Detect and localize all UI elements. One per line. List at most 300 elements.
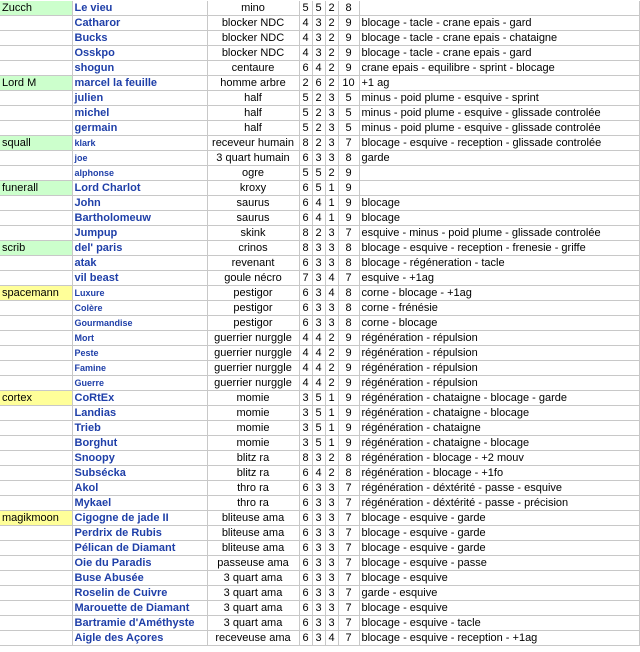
stat-st-cell[interactable]: 3 bbox=[312, 316, 325, 331]
stat-st-cell[interactable]: 3 bbox=[312, 16, 325, 31]
coach-cell[interactable]: magikmoon bbox=[0, 511, 72, 526]
coach-cell[interactable]: spacemann bbox=[0, 286, 72, 301]
skills-cell[interactable]: minus - poid plume - esquive - glissade controlée bbox=[359, 121, 639, 136]
stat-ma-cell[interactable]: 6 bbox=[299, 196, 312, 211]
coach-cell[interactable] bbox=[0, 316, 72, 331]
stat-ma-cell[interactable]: 5 bbox=[299, 106, 312, 121]
stat-ma-cell[interactable]: 2 bbox=[299, 76, 312, 91]
stat-ag-cell[interactable]: 3 bbox=[325, 481, 338, 496]
skills-cell[interactable]: +1 ag bbox=[359, 76, 639, 91]
skills-cell[interactable] bbox=[359, 1, 639, 16]
stat-st-cell[interactable]: 4 bbox=[312, 346, 325, 361]
stat-st-cell[interactable]: 5 bbox=[312, 1, 325, 16]
player-type-cell[interactable]: 3 quart ama bbox=[207, 586, 299, 601]
stat-ma-cell[interactable]: 4 bbox=[299, 331, 312, 346]
stat-av-cell[interactable]: 9 bbox=[338, 31, 359, 46]
stat-ag-cell[interactable]: 2 bbox=[325, 361, 338, 376]
stat-ma-cell[interactable]: 6 bbox=[299, 511, 312, 526]
stat-av-cell[interactable]: 8 bbox=[338, 316, 359, 331]
player-name-cell[interactable]: Le vieu bbox=[72, 1, 207, 16]
player-name-cell[interactable]: Perdrix de Rubis bbox=[72, 526, 207, 541]
stat-av-cell[interactable]: 7 bbox=[338, 271, 359, 286]
player-name-cell[interactable]: atak bbox=[72, 256, 207, 271]
stat-ag-cell[interactable]: 1 bbox=[325, 181, 338, 196]
player-type-cell[interactable]: revenant bbox=[207, 256, 299, 271]
stat-ag-cell[interactable]: 3 bbox=[325, 91, 338, 106]
stat-ag-cell[interactable]: 3 bbox=[325, 601, 338, 616]
coach-cell[interactable] bbox=[0, 526, 72, 541]
stat-ma-cell[interactable]: 8 bbox=[299, 451, 312, 466]
player-type-cell[interactable]: momie bbox=[207, 436, 299, 451]
player-name-cell[interactable]: shogun bbox=[72, 61, 207, 76]
skills-cell[interactable] bbox=[359, 166, 639, 181]
player-type-cell[interactable]: saurus bbox=[207, 211, 299, 226]
stat-av-cell[interactable]: 8 bbox=[338, 466, 359, 481]
player-name-cell[interactable]: Famine bbox=[72, 361, 207, 376]
stat-st-cell[interactable]: 3 bbox=[312, 586, 325, 601]
player-type-cell[interactable]: 3 quart humain bbox=[207, 151, 299, 166]
player-type-cell[interactable]: bliteuse ama bbox=[207, 526, 299, 541]
skills-cell[interactable]: blocage - esquive - passe bbox=[359, 556, 639, 571]
stat-st-cell[interactable]: 5 bbox=[312, 166, 325, 181]
stat-st-cell[interactable]: 3 bbox=[312, 301, 325, 316]
stat-av-cell[interactable]: 9 bbox=[338, 166, 359, 181]
stat-ag-cell[interactable]: 2 bbox=[325, 451, 338, 466]
stat-ag-cell[interactable]: 3 bbox=[325, 136, 338, 151]
stat-av-cell[interactable]: 7 bbox=[338, 631, 359, 646]
stat-av-cell[interactable]: 8 bbox=[338, 451, 359, 466]
stat-ma-cell[interactable]: 6 bbox=[299, 571, 312, 586]
player-name-cell[interactable]: Guerre bbox=[72, 376, 207, 391]
stat-ag-cell[interactable]: 2 bbox=[325, 16, 338, 31]
player-name-cell[interactable]: Luxure bbox=[72, 286, 207, 301]
player-name-cell[interactable]: Bartholomeuw bbox=[72, 211, 207, 226]
stat-av-cell[interactable]: 7 bbox=[338, 601, 359, 616]
player-name-cell[interactable]: Peste bbox=[72, 346, 207, 361]
stat-av-cell[interactable]: 7 bbox=[338, 616, 359, 631]
stat-st-cell[interactable]: 2 bbox=[312, 121, 325, 136]
coach-cell[interactable] bbox=[0, 106, 72, 121]
stat-ag-cell[interactable]: 3 bbox=[325, 586, 338, 601]
player-name-cell[interactable]: CoRtEx bbox=[72, 391, 207, 406]
skills-cell[interactable]: blocage - tacle - crane epais - chataigne bbox=[359, 31, 639, 46]
skills-cell[interactable]: minus - poid plume - esquive - sprint bbox=[359, 91, 639, 106]
skills-cell[interactable]: régénération - chataigne - blocage bbox=[359, 436, 639, 451]
stat-ag-cell[interactable]: 3 bbox=[325, 316, 338, 331]
player-type-cell[interactable]: guerrier nurggle bbox=[207, 331, 299, 346]
stat-av-cell[interactable]: 9 bbox=[338, 196, 359, 211]
player-type-cell[interactable]: pestigor bbox=[207, 286, 299, 301]
stat-st-cell[interactable]: 3 bbox=[312, 271, 325, 286]
stat-st-cell[interactable]: 2 bbox=[312, 91, 325, 106]
stat-av-cell[interactable]: 7 bbox=[338, 136, 359, 151]
stat-ma-cell[interactable]: 4 bbox=[299, 361, 312, 376]
stat-ag-cell[interactable]: 2 bbox=[325, 1, 338, 16]
stat-ma-cell[interactable]: 8 bbox=[299, 136, 312, 151]
stat-ag-cell[interactable]: 2 bbox=[325, 61, 338, 76]
player-name-cell[interactable]: del' paris bbox=[72, 241, 207, 256]
stat-ag-cell[interactable]: 1 bbox=[325, 436, 338, 451]
stat-av-cell[interactable]: 10 bbox=[338, 76, 359, 91]
stat-st-cell[interactable]: 4 bbox=[312, 61, 325, 76]
stat-ag-cell[interactable]: 1 bbox=[325, 211, 338, 226]
player-name-cell[interactable]: Landias bbox=[72, 406, 207, 421]
player-name-cell[interactable]: Gourmandise bbox=[72, 316, 207, 331]
coach-cell[interactable] bbox=[0, 46, 72, 61]
coach-cell[interactable]: cortex bbox=[0, 391, 72, 406]
player-type-cell[interactable]: ogre bbox=[207, 166, 299, 181]
stat-ag-cell[interactable]: 3 bbox=[325, 526, 338, 541]
stat-ma-cell[interactable]: 6 bbox=[299, 601, 312, 616]
stat-ag-cell[interactable]: 3 bbox=[325, 241, 338, 256]
stat-ag-cell[interactable]: 3 bbox=[325, 106, 338, 121]
stat-av-cell[interactable]: 5 bbox=[338, 121, 359, 136]
skills-cell[interactable] bbox=[359, 181, 639, 196]
player-name-cell[interactable]: Mykael bbox=[72, 496, 207, 511]
skills-cell[interactable]: corne - frénésie bbox=[359, 301, 639, 316]
stat-st-cell[interactable]: 3 bbox=[312, 481, 325, 496]
skills-cell[interactable]: blocage - esquive - garde bbox=[359, 526, 639, 541]
coach-cell[interactable] bbox=[0, 226, 72, 241]
stat-ag-cell[interactable]: 2 bbox=[325, 466, 338, 481]
stat-st-cell[interactable]: 3 bbox=[312, 241, 325, 256]
stat-ma-cell[interactable]: 5 bbox=[299, 166, 312, 181]
stat-ma-cell[interactable]: 6 bbox=[299, 286, 312, 301]
stat-av-cell[interactable]: 9 bbox=[338, 211, 359, 226]
stat-ma-cell[interactable]: 6 bbox=[299, 616, 312, 631]
stat-av-cell[interactable]: 8 bbox=[338, 301, 359, 316]
stat-av-cell[interactable]: 9 bbox=[338, 331, 359, 346]
stat-ma-cell[interactable]: 6 bbox=[299, 481, 312, 496]
player-name-cell[interactable]: Aigle des Açores bbox=[72, 631, 207, 646]
coach-cell[interactable]: funerall bbox=[0, 181, 72, 196]
stat-ma-cell[interactable]: 4 bbox=[299, 376, 312, 391]
coach-cell[interactable] bbox=[0, 421, 72, 436]
player-type-cell[interactable]: saurus bbox=[207, 196, 299, 211]
stat-ag-cell[interactable]: 4 bbox=[325, 286, 338, 301]
stat-av-cell[interactable]: 8 bbox=[338, 241, 359, 256]
stat-ma-cell[interactable]: 6 bbox=[299, 151, 312, 166]
player-type-cell[interactable]: blocker NDC bbox=[207, 16, 299, 31]
stat-av-cell[interactable]: 7 bbox=[338, 481, 359, 496]
stat-st-cell[interactable]: 3 bbox=[312, 526, 325, 541]
stat-ag-cell[interactable]: 3 bbox=[325, 616, 338, 631]
coach-cell[interactable] bbox=[0, 556, 72, 571]
stat-ma-cell[interactable]: 6 bbox=[299, 211, 312, 226]
stat-ag-cell[interactable]: 4 bbox=[325, 631, 338, 646]
player-name-cell[interactable]: Jumpup bbox=[72, 226, 207, 241]
stat-ma-cell[interactable]: 6 bbox=[299, 496, 312, 511]
stat-ag-cell[interactable]: 3 bbox=[325, 541, 338, 556]
stat-st-cell[interactable]: 5 bbox=[312, 421, 325, 436]
stat-av-cell[interactable]: 8 bbox=[338, 256, 359, 271]
player-name-cell[interactable]: John bbox=[72, 196, 207, 211]
player-type-cell[interactable]: goule nécro bbox=[207, 271, 299, 286]
stat-ag-cell[interactable]: 2 bbox=[325, 31, 338, 46]
coach-cell[interactable] bbox=[0, 361, 72, 376]
player-name-cell[interactable]: Oie du Paradis bbox=[72, 556, 207, 571]
player-type-cell[interactable]: kroxy bbox=[207, 181, 299, 196]
stat-av-cell[interactable]: 8 bbox=[338, 151, 359, 166]
stat-st-cell[interactable]: 3 bbox=[312, 496, 325, 511]
stat-ma-cell[interactable]: 3 bbox=[299, 421, 312, 436]
coach-cell[interactable] bbox=[0, 121, 72, 136]
stat-ag-cell[interactable]: 2 bbox=[325, 46, 338, 61]
stat-ma-cell[interactable]: 6 bbox=[299, 301, 312, 316]
player-type-cell[interactable]: thro ra bbox=[207, 481, 299, 496]
player-name-cell[interactable]: Borghut bbox=[72, 436, 207, 451]
stat-st-cell[interactable]: 6 bbox=[312, 76, 325, 91]
stat-ag-cell[interactable]: 1 bbox=[325, 391, 338, 406]
stat-av-cell[interactable]: 7 bbox=[338, 556, 359, 571]
player-type-cell[interactable]: blitz ra bbox=[207, 451, 299, 466]
stat-ag-cell[interactable]: 3 bbox=[325, 226, 338, 241]
player-type-cell[interactable]: centaure bbox=[207, 61, 299, 76]
stat-ag-cell[interactable]: 3 bbox=[325, 301, 338, 316]
player-type-cell[interactable]: crinos bbox=[207, 241, 299, 256]
stat-ma-cell[interactable]: 6 bbox=[299, 556, 312, 571]
stat-st-cell[interactable]: 3 bbox=[312, 616, 325, 631]
skills-cell[interactable]: blocage - esquive - tacle bbox=[359, 616, 639, 631]
player-name-cell[interactable]: Osskpo bbox=[72, 46, 207, 61]
skills-cell[interactable]: régénération - chataigne bbox=[359, 421, 639, 436]
skills-cell[interactable]: blocage - régéneration - tacle bbox=[359, 256, 639, 271]
player-name-cell[interactable]: Bucks bbox=[72, 31, 207, 46]
stat-ma-cell[interactable]: 6 bbox=[299, 541, 312, 556]
skills-cell[interactable]: régénération - déxtérité - passe - esquive bbox=[359, 481, 639, 496]
coach-cell[interactable] bbox=[0, 496, 72, 511]
player-type-cell[interactable]: pestigor bbox=[207, 301, 299, 316]
skills-cell[interactable]: régénération - répulsion bbox=[359, 346, 639, 361]
stat-st-cell[interactable]: 2 bbox=[312, 136, 325, 151]
player-name-cell[interactable]: marcel la feuille bbox=[72, 76, 207, 91]
stat-ma-cell[interactable]: 6 bbox=[299, 586, 312, 601]
coach-cell[interactable] bbox=[0, 631, 72, 646]
stat-st-cell[interactable]: 3 bbox=[312, 31, 325, 46]
stat-ag-cell[interactable]: 3 bbox=[325, 571, 338, 586]
coach-cell[interactable] bbox=[0, 16, 72, 31]
stat-st-cell[interactable]: 3 bbox=[312, 601, 325, 616]
skills-cell[interactable]: blocage - esquive bbox=[359, 601, 639, 616]
stat-ma-cell[interactable]: 3 bbox=[299, 406, 312, 421]
stat-ma-cell[interactable]: 5 bbox=[299, 91, 312, 106]
skills-cell[interactable]: blocage bbox=[359, 196, 639, 211]
skills-cell[interactable]: esquive - +1ag bbox=[359, 271, 639, 286]
skills-cell[interactable]: blocage - tacle - crane epais - gard bbox=[359, 16, 639, 31]
skills-cell[interactable]: blocage - esquive bbox=[359, 571, 639, 586]
stat-av-cell[interactable]: 7 bbox=[338, 571, 359, 586]
stat-av-cell[interactable]: 8 bbox=[338, 286, 359, 301]
stat-st-cell[interactable]: 5 bbox=[312, 181, 325, 196]
player-type-cell[interactable]: receveuse ama bbox=[207, 631, 299, 646]
coach-cell[interactable] bbox=[0, 271, 72, 286]
skills-cell[interactable]: blocage - esquive - garde bbox=[359, 541, 639, 556]
player-type-cell[interactable]: thro ra bbox=[207, 496, 299, 511]
skills-cell[interactable]: régénération - répulsion bbox=[359, 331, 639, 346]
coach-cell[interactable] bbox=[0, 211, 72, 226]
stat-st-cell[interactable]: 4 bbox=[312, 196, 325, 211]
stat-av-cell[interactable]: 7 bbox=[338, 586, 359, 601]
stat-ma-cell[interactable]: 5 bbox=[299, 1, 312, 16]
player-type-cell[interactable]: bliteuse ama bbox=[207, 511, 299, 526]
stat-st-cell[interactable]: 3 bbox=[312, 556, 325, 571]
coach-cell[interactable] bbox=[0, 256, 72, 271]
stat-ma-cell[interactable]: 3 bbox=[299, 391, 312, 406]
stat-av-cell[interactable]: 8 bbox=[338, 1, 359, 16]
coach-cell[interactable] bbox=[0, 331, 72, 346]
player-name-cell[interactable]: klark bbox=[72, 136, 207, 151]
player-type-cell[interactable]: momie bbox=[207, 421, 299, 436]
player-type-cell[interactable]: half bbox=[207, 91, 299, 106]
coach-cell[interactable] bbox=[0, 436, 72, 451]
player-name-cell[interactable]: Snoopy bbox=[72, 451, 207, 466]
player-type-cell[interactable]: skink bbox=[207, 226, 299, 241]
stat-ma-cell[interactable]: 4 bbox=[299, 346, 312, 361]
player-type-cell[interactable]: half bbox=[207, 121, 299, 136]
stat-av-cell[interactable]: 9 bbox=[338, 346, 359, 361]
player-name-cell[interactable]: Pélican de Diamant bbox=[72, 541, 207, 556]
stat-av-cell[interactable]: 5 bbox=[338, 106, 359, 121]
stat-st-cell[interactable]: 4 bbox=[312, 361, 325, 376]
stat-av-cell[interactable]: 7 bbox=[338, 511, 359, 526]
stat-st-cell[interactable]: 3 bbox=[312, 286, 325, 301]
skills-cell[interactable]: blocage - esquive - reception - frenesie - griffe bbox=[359, 241, 639, 256]
player-name-cell[interactable]: Subsécka bbox=[72, 466, 207, 481]
stat-ag-cell[interactable]: 4 bbox=[325, 271, 338, 286]
stat-ag-cell[interactable]: 3 bbox=[325, 556, 338, 571]
stat-av-cell[interactable]: 9 bbox=[338, 376, 359, 391]
skills-cell[interactable]: régénération - répulsion bbox=[359, 376, 639, 391]
player-name-cell[interactable]: julien bbox=[72, 91, 207, 106]
player-name-cell[interactable]: Mort bbox=[72, 331, 207, 346]
stat-ag-cell[interactable]: 2 bbox=[325, 76, 338, 91]
skills-cell[interactable]: régénération - déxtérité - passe - précision bbox=[359, 496, 639, 511]
player-name-cell[interactable]: Catharor bbox=[72, 16, 207, 31]
stat-st-cell[interactable]: 2 bbox=[312, 106, 325, 121]
stat-ma-cell[interactable]: 6 bbox=[299, 526, 312, 541]
skills-cell[interactable]: régénération - blocage - +1fo bbox=[359, 466, 639, 481]
skills-cell[interactable]: régénération - blocage - +2 mouv bbox=[359, 451, 639, 466]
stat-st-cell[interactable]: 3 bbox=[312, 541, 325, 556]
stat-ag-cell[interactable]: 1 bbox=[325, 196, 338, 211]
player-type-cell[interactable]: guerrier nurggle bbox=[207, 361, 299, 376]
stat-ma-cell[interactable]: 7 bbox=[299, 271, 312, 286]
player-type-cell[interactable]: guerrier nurggle bbox=[207, 346, 299, 361]
coach-cell[interactable] bbox=[0, 376, 72, 391]
coach-cell[interactable] bbox=[0, 61, 72, 76]
stat-ma-cell[interactable]: 6 bbox=[299, 256, 312, 271]
stat-av-cell[interactable]: 9 bbox=[338, 436, 359, 451]
stat-av-cell[interactable]: 9 bbox=[338, 361, 359, 376]
coach-cell[interactable]: Lord M bbox=[0, 76, 72, 91]
stat-st-cell[interactable]: 3 bbox=[312, 46, 325, 61]
player-type-cell[interactable]: momie bbox=[207, 391, 299, 406]
stat-ag-cell[interactable]: 3 bbox=[325, 151, 338, 166]
stat-av-cell[interactable]: 9 bbox=[338, 406, 359, 421]
player-name-cell[interactable]: michel bbox=[72, 106, 207, 121]
coach-cell[interactable] bbox=[0, 586, 72, 601]
stat-ma-cell[interactable]: 4 bbox=[299, 31, 312, 46]
stat-st-cell[interactable]: 3 bbox=[312, 451, 325, 466]
stat-ma-cell[interactable]: 3 bbox=[299, 436, 312, 451]
player-type-cell[interactable]: pestigor bbox=[207, 316, 299, 331]
skills-cell[interactable]: blocage - esquive - reception - +1ag bbox=[359, 631, 639, 646]
player-type-cell[interactable]: passeuse ama bbox=[207, 556, 299, 571]
skills-cell[interactable]: régénération - chataigne - blocage - garde bbox=[359, 391, 639, 406]
stat-ma-cell[interactable]: 6 bbox=[299, 316, 312, 331]
skills-cell[interactable]: garde bbox=[359, 151, 639, 166]
player-type-cell[interactable]: 3 quart ama bbox=[207, 616, 299, 631]
skills-cell[interactable]: crane epais - equilibre - sprint - blocage bbox=[359, 61, 639, 76]
coach-cell[interactable] bbox=[0, 571, 72, 586]
stat-st-cell[interactable]: 5 bbox=[312, 436, 325, 451]
coach-cell[interactable] bbox=[0, 451, 72, 466]
coach-cell[interactable] bbox=[0, 616, 72, 631]
player-name-cell[interactable]: germain bbox=[72, 121, 207, 136]
stat-av-cell[interactable]: 7 bbox=[338, 541, 359, 556]
stat-av-cell[interactable]: 9 bbox=[338, 391, 359, 406]
skills-cell[interactable]: blocage - esquive - garde bbox=[359, 511, 639, 526]
stat-ag-cell[interactable]: 3 bbox=[325, 511, 338, 526]
coach-cell[interactable] bbox=[0, 601, 72, 616]
coach-cell[interactable] bbox=[0, 541, 72, 556]
stat-av-cell[interactable]: 9 bbox=[338, 181, 359, 196]
coach-cell[interactable]: squall bbox=[0, 136, 72, 151]
player-type-cell[interactable]: half bbox=[207, 106, 299, 121]
stat-ag-cell[interactable]: 1 bbox=[325, 421, 338, 436]
coach-cell[interactable] bbox=[0, 196, 72, 211]
stat-av-cell[interactable]: 9 bbox=[338, 46, 359, 61]
stat-ma-cell[interactable]: 8 bbox=[299, 226, 312, 241]
skills-cell[interactable]: esquive - minus - poid plume - glissade controlée bbox=[359, 226, 639, 241]
stat-av-cell[interactable]: 7 bbox=[338, 226, 359, 241]
stat-ma-cell[interactable]: 5 bbox=[299, 121, 312, 136]
stat-st-cell[interactable]: 4 bbox=[312, 466, 325, 481]
stat-st-cell[interactable]: 3 bbox=[312, 571, 325, 586]
stat-ag-cell[interactable]: 1 bbox=[325, 406, 338, 421]
coach-cell[interactable] bbox=[0, 31, 72, 46]
player-type-cell[interactable]: 3 quart ama bbox=[207, 571, 299, 586]
skills-cell[interactable]: blocage - tacle - crane epais - gard bbox=[359, 46, 639, 61]
stat-av-cell[interactable]: 9 bbox=[338, 421, 359, 436]
coach-cell[interactable] bbox=[0, 91, 72, 106]
player-name-cell[interactable]: joe bbox=[72, 151, 207, 166]
stat-st-cell[interactable]: 5 bbox=[312, 406, 325, 421]
coach-cell[interactable] bbox=[0, 301, 72, 316]
player-type-cell[interactable]: mino bbox=[207, 1, 299, 16]
coach-cell[interactable] bbox=[0, 481, 72, 496]
stat-ma-cell[interactable]: 4 bbox=[299, 46, 312, 61]
stat-ag-cell[interactable]: 2 bbox=[325, 331, 338, 346]
player-name-cell[interactable]: Marouette de Diamant bbox=[72, 601, 207, 616]
skills-cell[interactable]: régénération - chataigne - blocage bbox=[359, 406, 639, 421]
coach-cell[interactable] bbox=[0, 151, 72, 166]
player-type-cell[interactable]: receveur humain bbox=[207, 136, 299, 151]
player-name-cell[interactable]: Akol bbox=[72, 481, 207, 496]
stat-ma-cell[interactable]: 6 bbox=[299, 181, 312, 196]
skills-cell[interactable]: blocage bbox=[359, 211, 639, 226]
player-name-cell[interactable]: Buse Abusée bbox=[72, 571, 207, 586]
player-name-cell[interactable]: alphonse bbox=[72, 166, 207, 181]
skills-cell[interactable]: corne - blocage - +1ag bbox=[359, 286, 639, 301]
player-type-cell[interactable]: bliteuse ama bbox=[207, 541, 299, 556]
coach-cell[interactable] bbox=[0, 166, 72, 181]
stat-ag-cell[interactable]: 3 bbox=[325, 121, 338, 136]
stat-ag-cell[interactable]: 3 bbox=[325, 256, 338, 271]
coach-cell[interactable]: Zucch bbox=[0, 1, 72, 16]
stat-ma-cell[interactable]: 6 bbox=[299, 631, 312, 646]
coach-cell[interactable] bbox=[0, 346, 72, 361]
